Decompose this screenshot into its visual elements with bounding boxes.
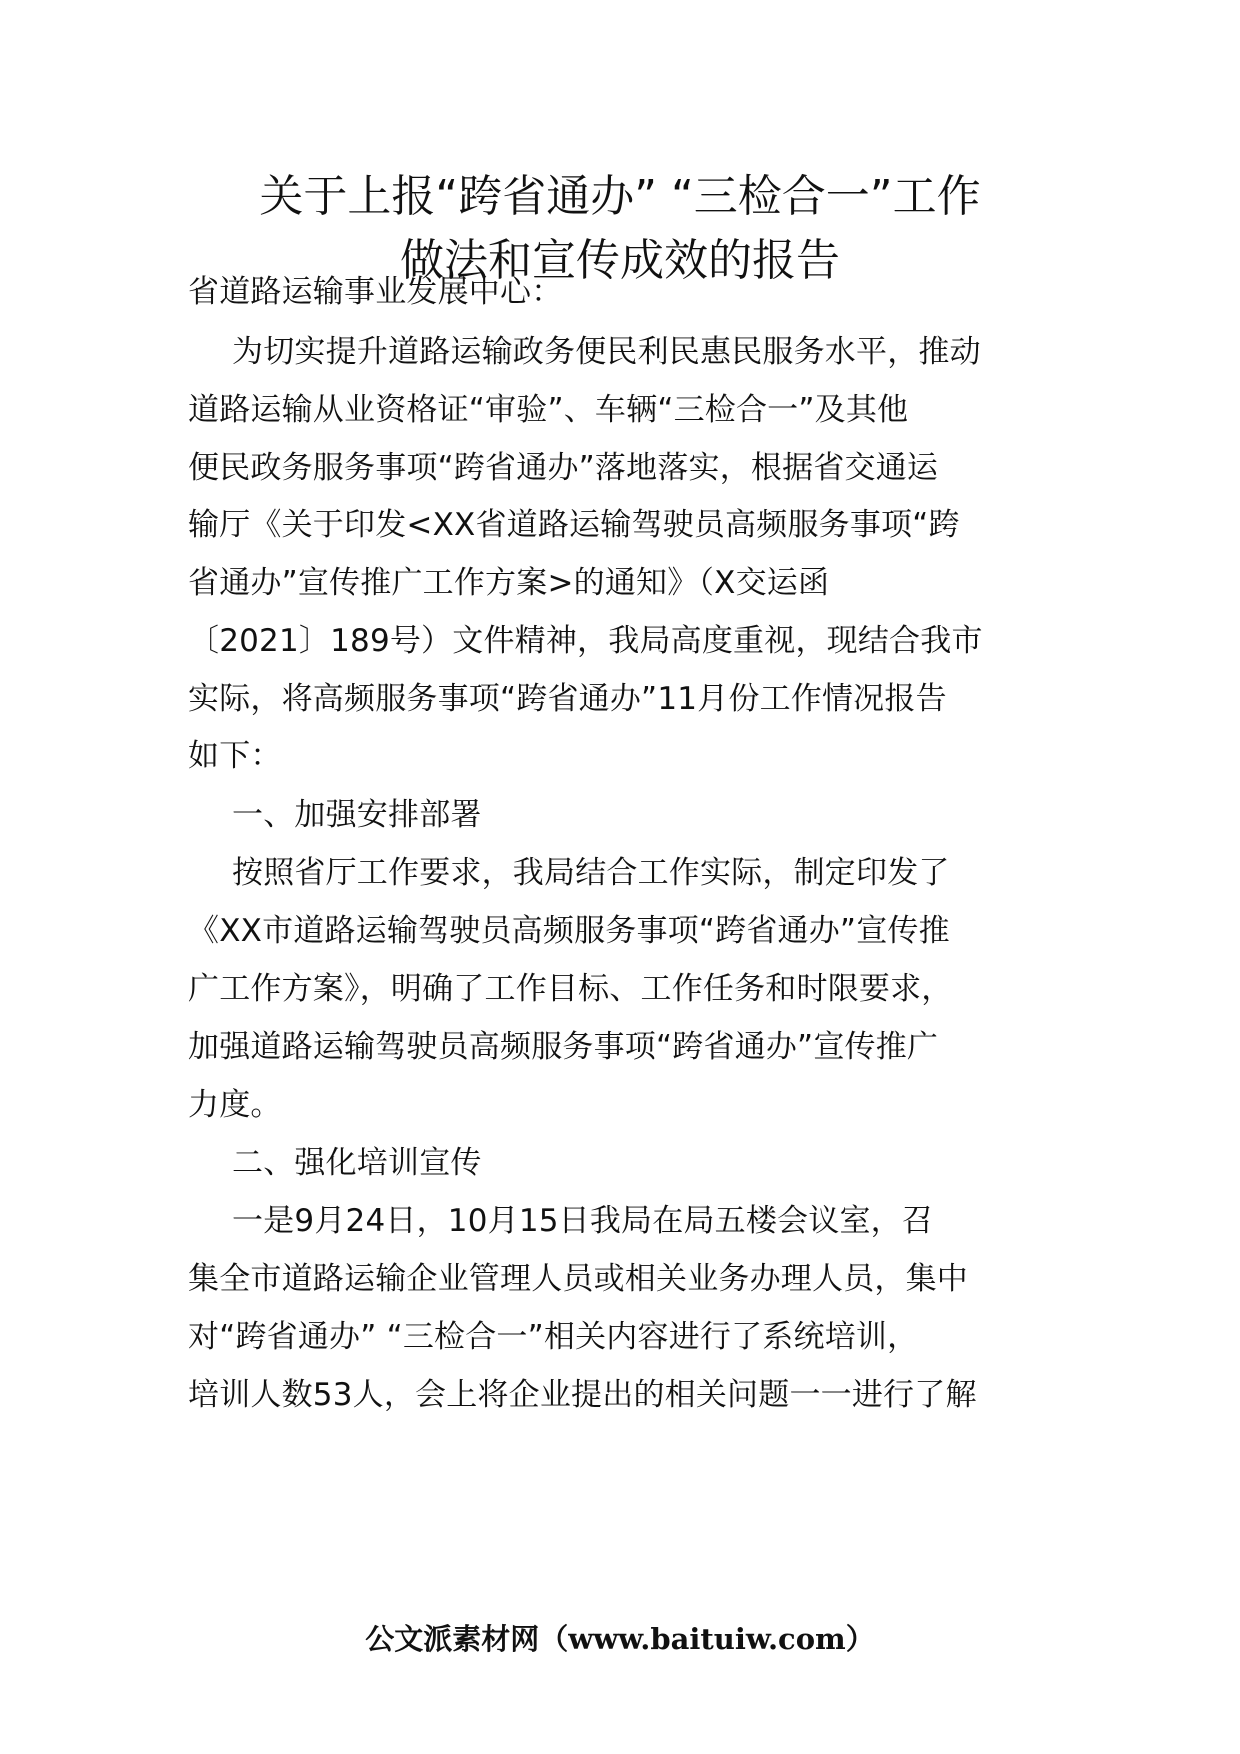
body-line: 集全市道路运输企业管理人员或相关业务办理人员，集中	[188, 1261, 968, 1297]
salutation: 省道路运输事业发展中心：	[188, 274, 563, 310]
section-heading-2: 二、强化培训宣传	[232, 1145, 482, 1181]
document-title-line-2: 做法和宣传成效的报告	[400, 235, 840, 286]
body-line: 道路运输从业资格证“审验”、车辆“三检合一”及其他	[188, 392, 909, 428]
body-line: 实际，将高频服务事项“跨省通办”11月份工作情况报告	[188, 681, 947, 717]
document-title-line-1: 关于上报“跨省通办” “三检合一”工作	[259, 171, 981, 222]
body-line: 便民政务服务事项“跨省通办”落地落实，根据省交通运	[188, 450, 939, 486]
body-line: 省通办”宣传推广工作方案>的通知》（X交运函	[188, 565, 830, 601]
body-line: 如下：	[188, 738, 282, 774]
body-line: 广工作方案》，明确了工作目标、工作任务和时限要求，	[188, 971, 953, 1007]
body-line: 〔2021〕189号）文件精神，我局高度重视，现结合我市	[188, 623, 983, 659]
body-line: 对“跨省通办” “三检合一”相关内容进行了系统培训，	[188, 1319, 919, 1355]
body-line: 力度。	[188, 1087, 282, 1123]
body-line: 一是9月24日，10月15日我局在局五楼会议室，召	[232, 1203, 934, 1239]
body-line: 《XX市道路运输驾驶员高频服务事项“跨省通办”宣传推	[188, 913, 950, 949]
body-line: 输厅《关于印发<XX省道路运输驾驶员高频服务事项“跨	[188, 507, 960, 543]
body-line: 加强道路运输驾驶员高频服务事项“跨省通办”宣传推广	[188, 1029, 939, 1065]
body-line: 为切实提升道路运输政务便民利民惠民服务水平，推动	[232, 334, 981, 370]
body-line: 按照省厅工作要求，我局结合工作实际，制定印发了	[232, 855, 950, 891]
body-line: 培训人数53人，会上将企业提出的相关问题一一进行了解	[188, 1377, 977, 1413]
section-heading-1: 一、加强安排部署	[232, 797, 482, 833]
watermark-footer: 公文派素材网（www.baituiw.com）	[365, 1622, 875, 1656]
